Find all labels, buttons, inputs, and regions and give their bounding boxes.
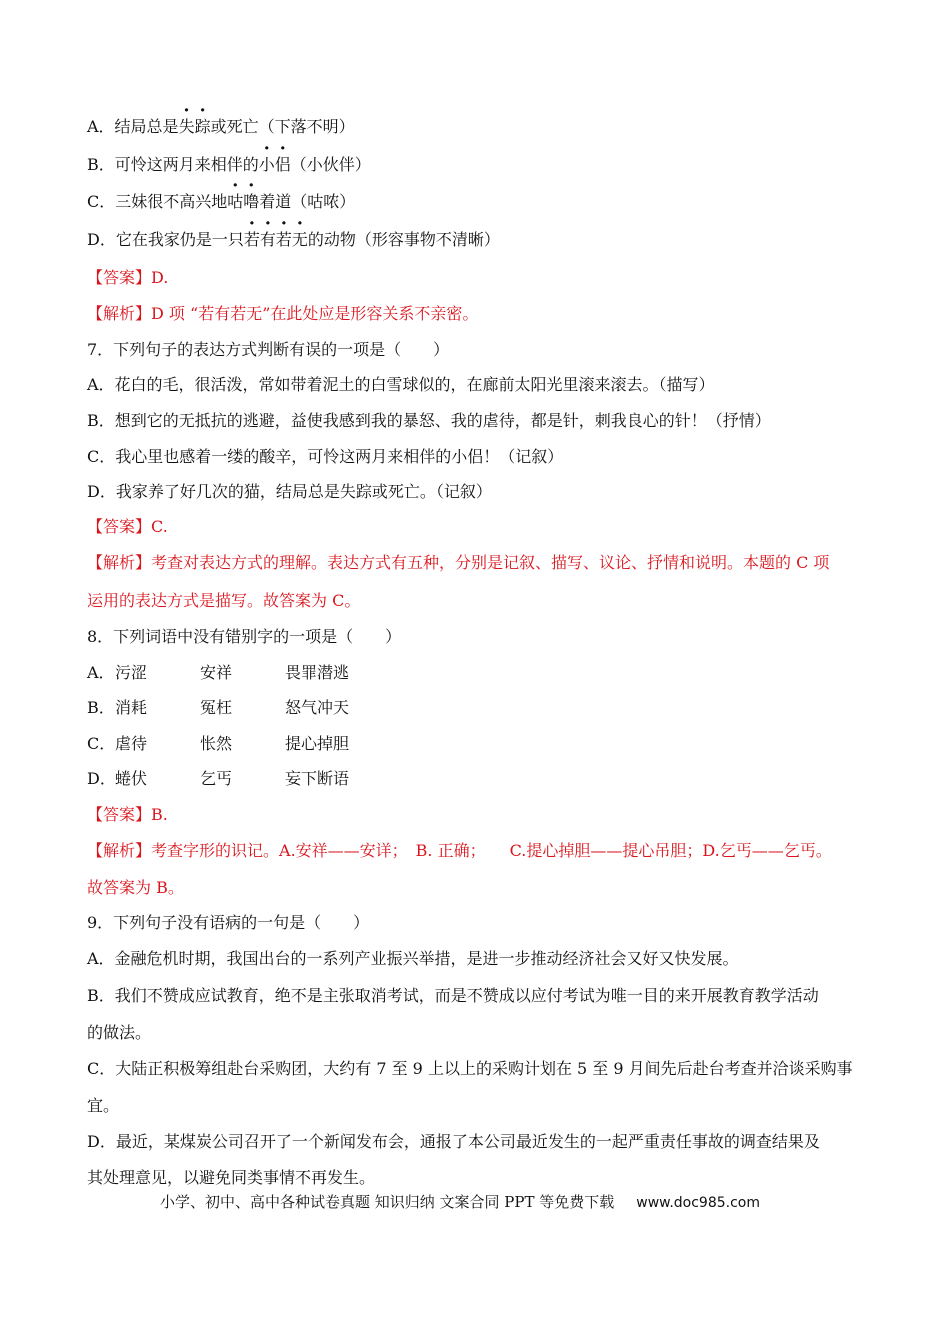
answer-tag: 【答案】 — [87, 517, 152, 536]
option-text: （小伙伴） — [290, 155, 371, 174]
analysis-tag: 【解析】 — [87, 841, 152, 860]
q8-answer — [87, 804, 890, 826]
q9-option-b-line2: 的做法。 — [87, 1023, 152, 1042]
option-word: 怅然 — [200, 734, 233, 753]
page-footer — [160, 1192, 760, 1213]
q9-option-c-line2: 宜。 — [87, 1096, 120, 1115]
dotted-char: 失 — [178, 117, 195, 136]
q9-option-d-line1: D．最近，某煤炭公司召开了一个新闻发布会，通报了本公司最近发生的一起严重责任事故的调查结果及 — [87, 1132, 820, 1151]
q8-stem: 8．下列词语中没有错别字的一项是（ ） — [87, 627, 402, 646]
option-label: B． — [87, 698, 115, 717]
dotted-char: 若 — [275, 230, 292, 249]
analysis-text: 考查字形的识记。A.安祥——安详； B. 正确； C.提心掉胆——提心吊胆；D.乞丐——乞丐。 — [151, 841, 832, 860]
q7-analysis-line1 — [87, 552, 890, 574]
option-word: 乞丐 — [200, 769, 233, 788]
q6-option-d — [87, 229, 890, 251]
option-label: C． — [87, 734, 116, 753]
footer-url[interactable]: www.doc985.com — [636, 1195, 761, 1211]
q9-option-b-line1: B．我们不赞成应试教育，绝不是主张取消考试，而是不赞成以应付考试为唯一目的来开展教育教学活动 — [87, 986, 819, 1005]
option-word: 蜷伏 — [115, 769, 148, 788]
dotted-char: 有 — [259, 230, 276, 249]
answer-tag: 【答案】 — [87, 268, 152, 287]
q7-option-b: B．想到它的无抵抗的逃避，益使我感到我的暴怒、我的虐待，都是针，刺我良心的针！（抒情） — [87, 411, 771, 430]
dotted-char: 侣 — [274, 155, 291, 174]
option-word: 安祥 — [200, 663, 233, 682]
q6-answer — [87, 267, 890, 289]
option-text: 或死亡（下落不明） — [210, 117, 355, 136]
option-text: B．可怜这两月来相伴的 — [87, 155, 259, 174]
dotted-char: 咕 — [227, 192, 244, 211]
q6-option-a — [87, 116, 890, 138]
dotted-char: 小 — [258, 155, 275, 174]
answer-text: C. — [151, 517, 168, 536]
q8-option-c — [87, 733, 890, 755]
option-label: D． — [87, 769, 116, 788]
q7-analysis-line2: 运用的表达方式是描写。故答案为 C。 — [87, 591, 361, 610]
dotted-char: 噜 — [243, 192, 260, 211]
option-label: A． — [87, 663, 115, 682]
q7-option-d: D．我家养了好几次的猫，结局总是失踪或死亡。（记叙） — [87, 482, 492, 501]
q9-option-d-line2: 其处理意见，以避免同类事情不再发生。 — [87, 1168, 376, 1187]
dotted-char: 无 — [291, 230, 308, 249]
footer-text: 小学、初中、高中各种试卷真题 知识归纳 文案合同 PPT 等免费下载 — [160, 1193, 615, 1211]
option-word: 怒气冲天 — [285, 698, 350, 717]
option-word: 虐待 — [115, 734, 148, 753]
q8-analysis-line1 — [87, 840, 890, 862]
analysis-tag: 【解析】 — [87, 553, 152, 572]
option-word: 提心掉胆 — [285, 734, 350, 753]
q7-answer — [87, 516, 890, 538]
analysis-tag: 【解析】 — [87, 304, 152, 323]
q6-option-c — [87, 191, 890, 213]
answer-text: B. — [151, 805, 168, 824]
option-word: 污涩 — [115, 663, 148, 682]
option-text: 的动物（形容事物不清晰） — [307, 230, 500, 249]
q6-analysis — [87, 303, 890, 325]
option-text: 着道（咕哝） — [259, 192, 356, 211]
option-text: D．它在我家仍是一只 — [87, 230, 244, 249]
q9-option-a: A．金融危机时期，我国出台的一系列产业振兴举措，是进一步推动经济社会又好又快发展。 — [87, 949, 739, 968]
q6-option-b — [87, 154, 890, 176]
option-word: 消耗 — [115, 698, 148, 717]
q9-option-c-line1: C．大陆正积极筹组赴台采购团，大约有 7 至 9 上以上的采购计划在 5 至 9 月间先后赴台考查并洽谈采购事 — [87, 1059, 853, 1078]
analysis-text: 考查对表达方式的理解。表达方式有五种，分别是记叙、描写、议论、抒情和说明。本题的 C 项 — [151, 553, 830, 572]
answer-text: D. — [151, 268, 169, 287]
option-word: 冤枉 — [200, 698, 233, 717]
q7-option-c: C．我心里也感着一缕的酸辛，可怜这两月来相伴的小侣！（记叙） — [87, 447, 564, 466]
dotted-char: 踪 — [194, 117, 211, 136]
answer-tag: 【答案】 — [87, 805, 152, 824]
dotted-char: 若 — [243, 230, 260, 249]
q8-option-a — [87, 662, 890, 684]
q7-option-a: A．花白的毛，很活泼，常如带着泥土的白雪球似的，在廊前太阳光里滚来滚去。（描写） — [87, 375, 715, 394]
option-word: 畏罪潜逃 — [285, 663, 350, 682]
option-word: 妄下断语 — [285, 769, 350, 788]
option-text: A．结局总是 — [87, 117, 179, 136]
q9-stem: 9．下列句子没有语病的一句是（ ） — [87, 913, 370, 932]
analysis-text: D 项 “若有若无”在此处应是形容关系不亲密。 — [151, 304, 479, 323]
q8-option-b — [87, 697, 890, 719]
q7-stem: 7．下列句子的表达方式判断有误的一项是（ ） — [87, 340, 450, 359]
q8-option-d — [87, 768, 890, 790]
option-text: C．三妹很不高兴地 — [87, 192, 228, 211]
q8-analysis-line2: 故答案为 B。 — [87, 878, 184, 897]
